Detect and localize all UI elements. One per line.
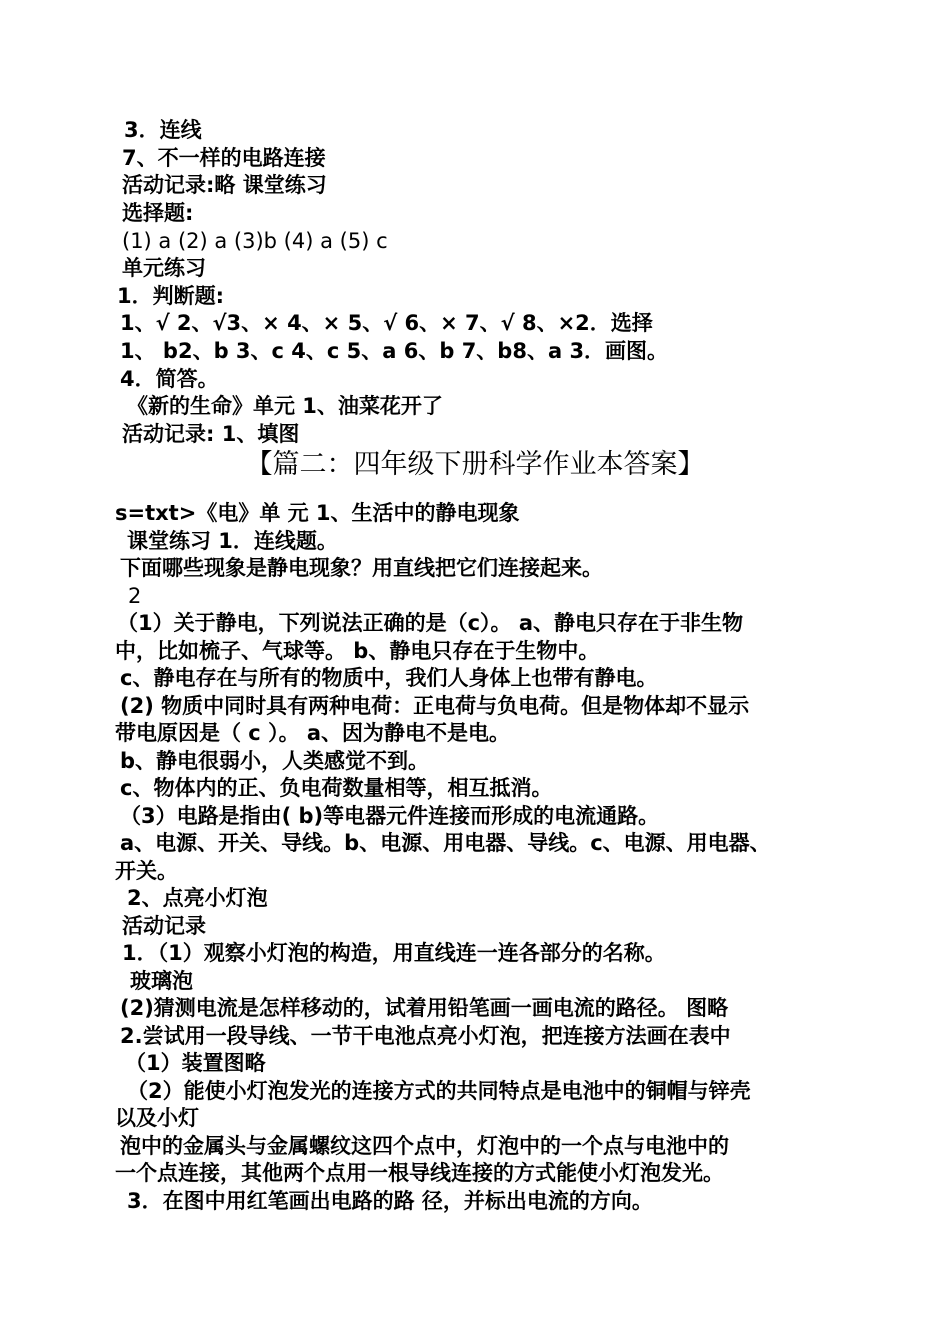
text-line: 以及小灯 — [115, 1106, 199, 1130]
text-line: 2.尝试用一段导线、一节干电池点亮小灯泡，把连接方法画在表中 — [120, 1024, 731, 1048]
text-line: 1．判断题: — [117, 284, 225, 308]
text-line: （2）能使小灯泡发光的连接方式的共同特点是电池中的铜帽与锌壳 — [127, 1079, 751, 1103]
section-heading: 【篇二：四年级下册科学作业本答案】 — [245, 449, 705, 480]
text-line: 3．在图中用红笔画出电路的路 径，并标出电流的方向。 — [127, 1189, 653, 1213]
text-line: (1) a (2) a (3)b (4) a (5) c — [122, 229, 388, 253]
text-line: 中，比如梳子、气球等。 b、静电只存在于生物中。 — [115, 639, 600, 663]
text-line: 1、√ 2、√3、× 4、× 5、√ 6、× 7、√ 8、×2．选择 — [120, 311, 653, 335]
text-line: 课堂练习 1．连线题。 — [127, 529, 338, 553]
text-line: （3）电路是指由( b)等电器元件连接而形成的电流通路。 — [120, 804, 660, 828]
text-line: 《新的生命》单元 1、油菜花开了 — [127, 394, 443, 418]
text-line: s=txt>《电》单 元 1、生活中的静电现象 — [115, 501, 520, 525]
text-line: 玻璃泡 — [130, 969, 193, 993]
text-line: 活动记录:略 课堂练习 — [122, 173, 327, 197]
text-line: a、电源、开关、导线。b、电源、用电器、导线。c、电源、用电器、 — [120, 831, 771, 855]
text-line: 开关。 — [115, 859, 178, 883]
text-line: 活动记录: 1、填图 — [122, 422, 300, 446]
text-line: 泡中的金属头与金属螺纹这四个点中，灯泡中的一个点与电池中的 — [120, 1134, 729, 1158]
text-line: 活动记录 — [122, 914, 206, 938]
text-line: （1）装置图略 — [125, 1051, 266, 1075]
text-line: 7、不一样的电路连接 — [122, 146, 326, 170]
text-line: c、静电存在与所有的物质中，我们人身体上也带有静电。 — [120, 666, 658, 690]
text-line: 1、 b2、b 3、c 4、c 5、a 6、b 7、b8、a 3．画图。 — [120, 339, 669, 363]
text-line: 单元练习 — [122, 256, 206, 280]
text-line: 3．连线 — [124, 118, 202, 142]
text-line: 下面哪些现象是静电现象？用直线把它们连接起来。 — [120, 556, 603, 580]
text-line: b、静电很弱小，人类感觉不到。 — [120, 749, 430, 773]
text-line: c、物体内的正、负电荷数量相等，相互抵消。 — [120, 776, 553, 800]
text-line: (2) 物质中同时具有两种电荷：正电荷与负电荷。但是物体却不显示 — [120, 694, 750, 718]
text-line: 带电原因是（ c ）。 a、因为静电不是电。 — [115, 721, 511, 745]
text-line: 1．（1）观察小灯泡的构造，用直线连一连各部分的名称。 — [122, 941, 666, 965]
text-line: 2 — [128, 584, 142, 608]
text-line: 2、点亮小灯泡 — [127, 886, 268, 910]
text-line: 一个点连接，其他两个点用一根导线连接的方式能使小灯泡发光。 — [115, 1161, 724, 1185]
text-line: 4．简答。 — [120, 367, 219, 391]
text-line: （1）关于静电，下列说法正确的是（c）。 a、静电只存在于非生物 — [117, 611, 744, 635]
text-line: 选择题: — [122, 201, 194, 225]
text-line: (2)猜测电流是怎样移动的，试着用铅笔画一画电流的路径。 图略 — [120, 996, 729, 1020]
